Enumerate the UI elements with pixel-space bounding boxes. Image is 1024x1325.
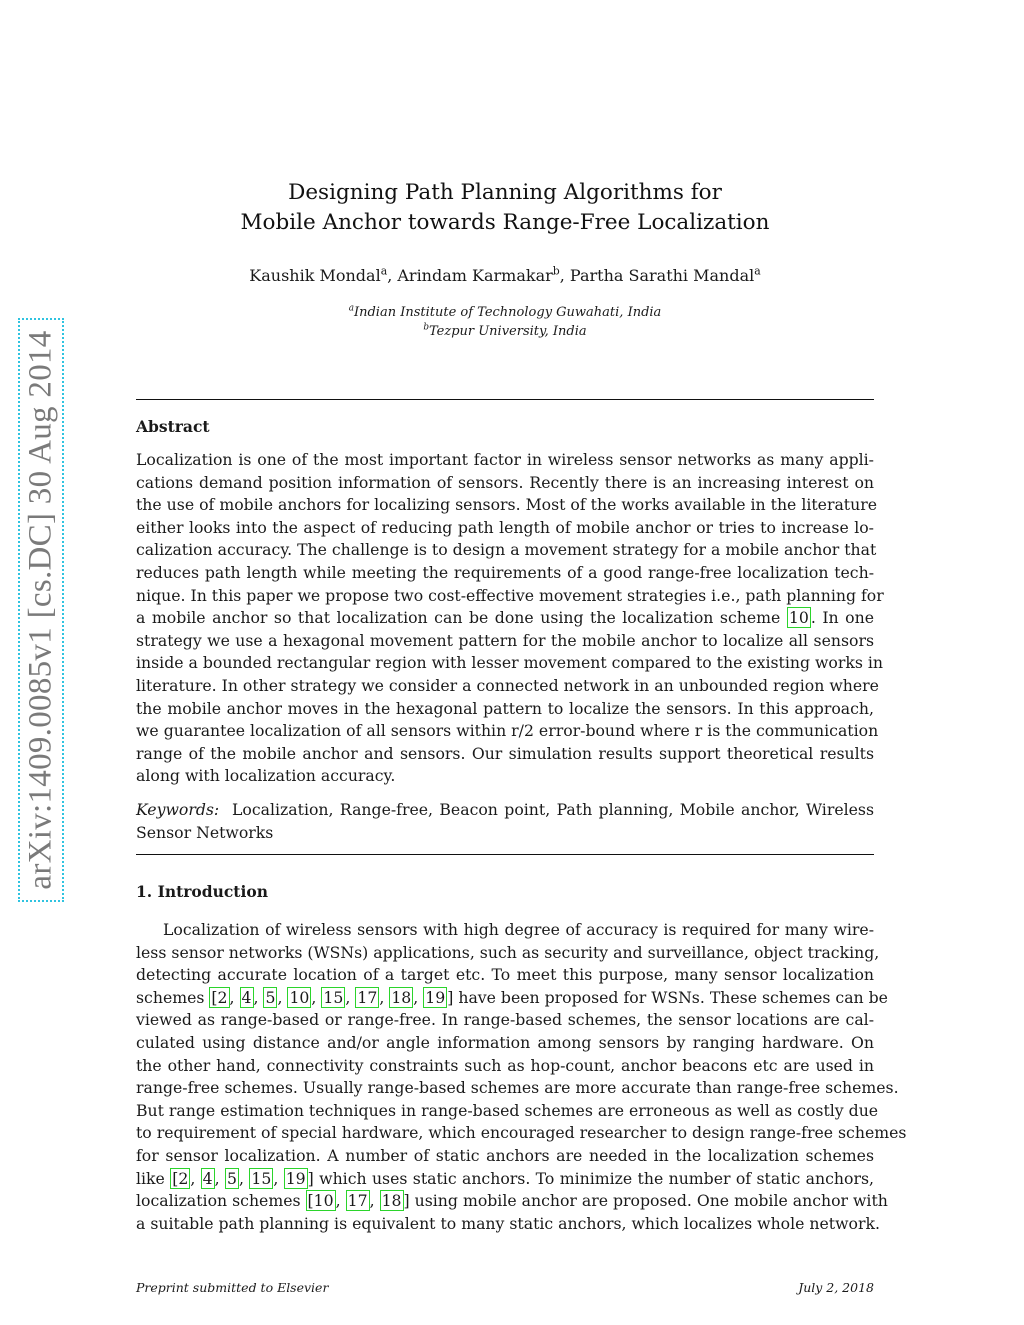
citation-link[interactable]: 18 [381, 1191, 402, 1211]
citation-link[interactable]: 19 [285, 1168, 306, 1188]
footer-date: July 2, 2018 [798, 1280, 874, 1295]
citation-link[interactable]: 4 [241, 987, 252, 1007]
text-line: Localization is one of the most important factor in wireless sensor networks as many appli- [136, 450, 874, 469]
text-line: a suitable path planning is equivalent to many static anchors, which localizes whole network. [136, 1213, 880, 1233]
footer-preprint: Preprint submitted to Elsevier [136, 1280, 329, 1295]
text-line: localization schemes [10 , 17 , 18 ] using mobile anchor are proposed. One mobile anchor with [136, 1191, 888, 1211]
title-line-1: Designing Path Planning Algorithms for [288, 180, 722, 205]
text-line: cations demand position information of sensors. Recently there is an increasing interest on [136, 472, 874, 492]
author: Partha Sarathi Mandal$^a$ [569, 264, 761, 285]
text-line: detecting accurate location of a target etc. To meet this purpose, many sensor localization [136, 965, 874, 985]
arxiv-identifier[interactable]: arXiv:1409.0085v1 [cs.DC] 30 Aug 2014 [22, 330, 59, 890]
author: Kaushik Mondal$^a$, [249, 264, 398, 285]
text-line: schemes [2 , 4 , 5 , 10 , 15 , 17 , 18 , 19 ] have been proposed for WSNs. These schemes can be [136, 987, 888, 1007]
citation-link[interactable]: 10 [788, 608, 809, 628]
citation-link[interactable]: [10 [307, 1191, 334, 1211]
author-list [136, 264, 874, 288]
citation-link[interactable]: 15 [323, 987, 344, 1007]
text-line: range-free schemes. Usually range-based schemes are more accurate than range-free schemes. [136, 1078, 899, 1098]
text-line: calization accuracy. The challenge is to design a movement strategy for a mobile anchor that [136, 540, 877, 560]
text-line: like [2 , 4 , 5 , 15 , 19 ] which uses static anchors. To minimize the number of static anchors, [136, 1168, 874, 1188]
text-line: along with localization accuracy. [136, 766, 396, 786]
citation-link[interactable]: [2 [211, 987, 228, 1007]
text-line: a mobile anchor so that localization can be done using the localization scheme 10 . In one [136, 608, 874, 628]
abstract-body [136, 449, 884, 788]
paper-title [136, 178, 874, 238]
section-heading-introduction: 1. Introduction [136, 882, 268, 901]
text-line: less sensor networks (WSNs) applications, such as security and surveillance, object tracking, [136, 942, 880, 962]
text-line: range of the mobile anchor and sensors. Our simulation results support theoretical results [136, 743, 874, 763]
affiliation: $^b$Tezpur University, India [423, 322, 587, 339]
keywords [136, 799, 874, 844]
arxiv-side-stamp [18, 318, 64, 902]
citation-link[interactable]: 5 [227, 1168, 237, 1188]
title-line-2: Mobile Anchor towards Range-Free Localization [240, 210, 770, 235]
citation-link[interactable]: 5 [265, 987, 276, 1007]
citation-link[interactable]: [2 [172, 1168, 189, 1188]
citation-link[interactable]: 17 [357, 987, 378, 1007]
text-line: the other hand, connectivity constraints such as hop-count, anchor beacons etc are used in [136, 1055, 874, 1075]
keywords-label: Keywords: [136, 800, 220, 819]
text-line: But range estimation techniques in range-based schemes are erroneous as well as costly due [136, 1100, 879, 1120]
text-line: the use of mobile anchors for localizing sensors. Most of the works available in the literature [136, 495, 877, 515]
keywords-text: Localization, Range-free, Beacon point, Path planning, Mobile anchor, Wireless [232, 800, 874, 819]
text-line: strategy we use a hexagonal movement pattern for the mobile anchor to localize all sensors [136, 630, 874, 650]
text-line: viewed as range-based or range-free. In range-based schemes, the sensor locations are cal- [136, 1010, 874, 1030]
text-line: literature. In other strategy we consider a connected network in an unbounded region where [136, 675, 879, 695]
author: Arindam Karmakar$^b$, [397, 264, 570, 285]
text-line: culated using distance and/or angle information among sensors by ranging hardware. On [136, 1032, 874, 1052]
text-line: for sensor localization. A number of static anchors are needed in the localization schemes [136, 1145, 874, 1165]
abstract-bottom-rule [136, 854, 874, 855]
text-line: the mobile anchor moves in the hexagonal pattern to localize the sensors. In this approach, [136, 698, 874, 718]
text-line: either looks into the aspect of reducing path length of mobile anchor or tries to increase lo- [136, 517, 874, 537]
citation-link[interactable]: 15 [251, 1168, 272, 1188]
affiliations [136, 303, 874, 341]
citation-link[interactable]: 18 [391, 987, 412, 1007]
abstract-heading: Abstract [136, 417, 210, 436]
abstract-top-rule [136, 399, 874, 400]
text-line: we guarantee localization of all sensors within r/2 error-bound where r is the communication [136, 721, 879, 741]
text-line: inside a bounded rectangular region with lesser movement compared to the existing works in [136, 653, 884, 673]
text-line: to requirement of special hardware, which encouraged researcher to design range-free schemes [136, 1123, 907, 1143]
text-line: Localization of wireless sensors with high degree of accuracy is required for many wire- [163, 920, 874, 939]
citation-link[interactable]: 10 [289, 987, 310, 1007]
citation-link[interactable]: 19 [425, 987, 446, 1007]
affiliation: $^a$Indian Institute of Technology Guwahati, India [348, 303, 662, 320]
text-line: reduces path length while meeting the requirements of a good range-free localization tech- [136, 562, 874, 582]
introduction-body [136, 919, 907, 1235]
citation-link[interactable]: 4 [202, 1168, 213, 1188]
keywords-text-continued: Sensor Networks [136, 822, 274, 842]
text-line: nique. In this paper we propose two cost-effective movement strategies i.e., path planning for [136, 585, 884, 605]
citation-link[interactable]: 17 [347, 1191, 368, 1211]
